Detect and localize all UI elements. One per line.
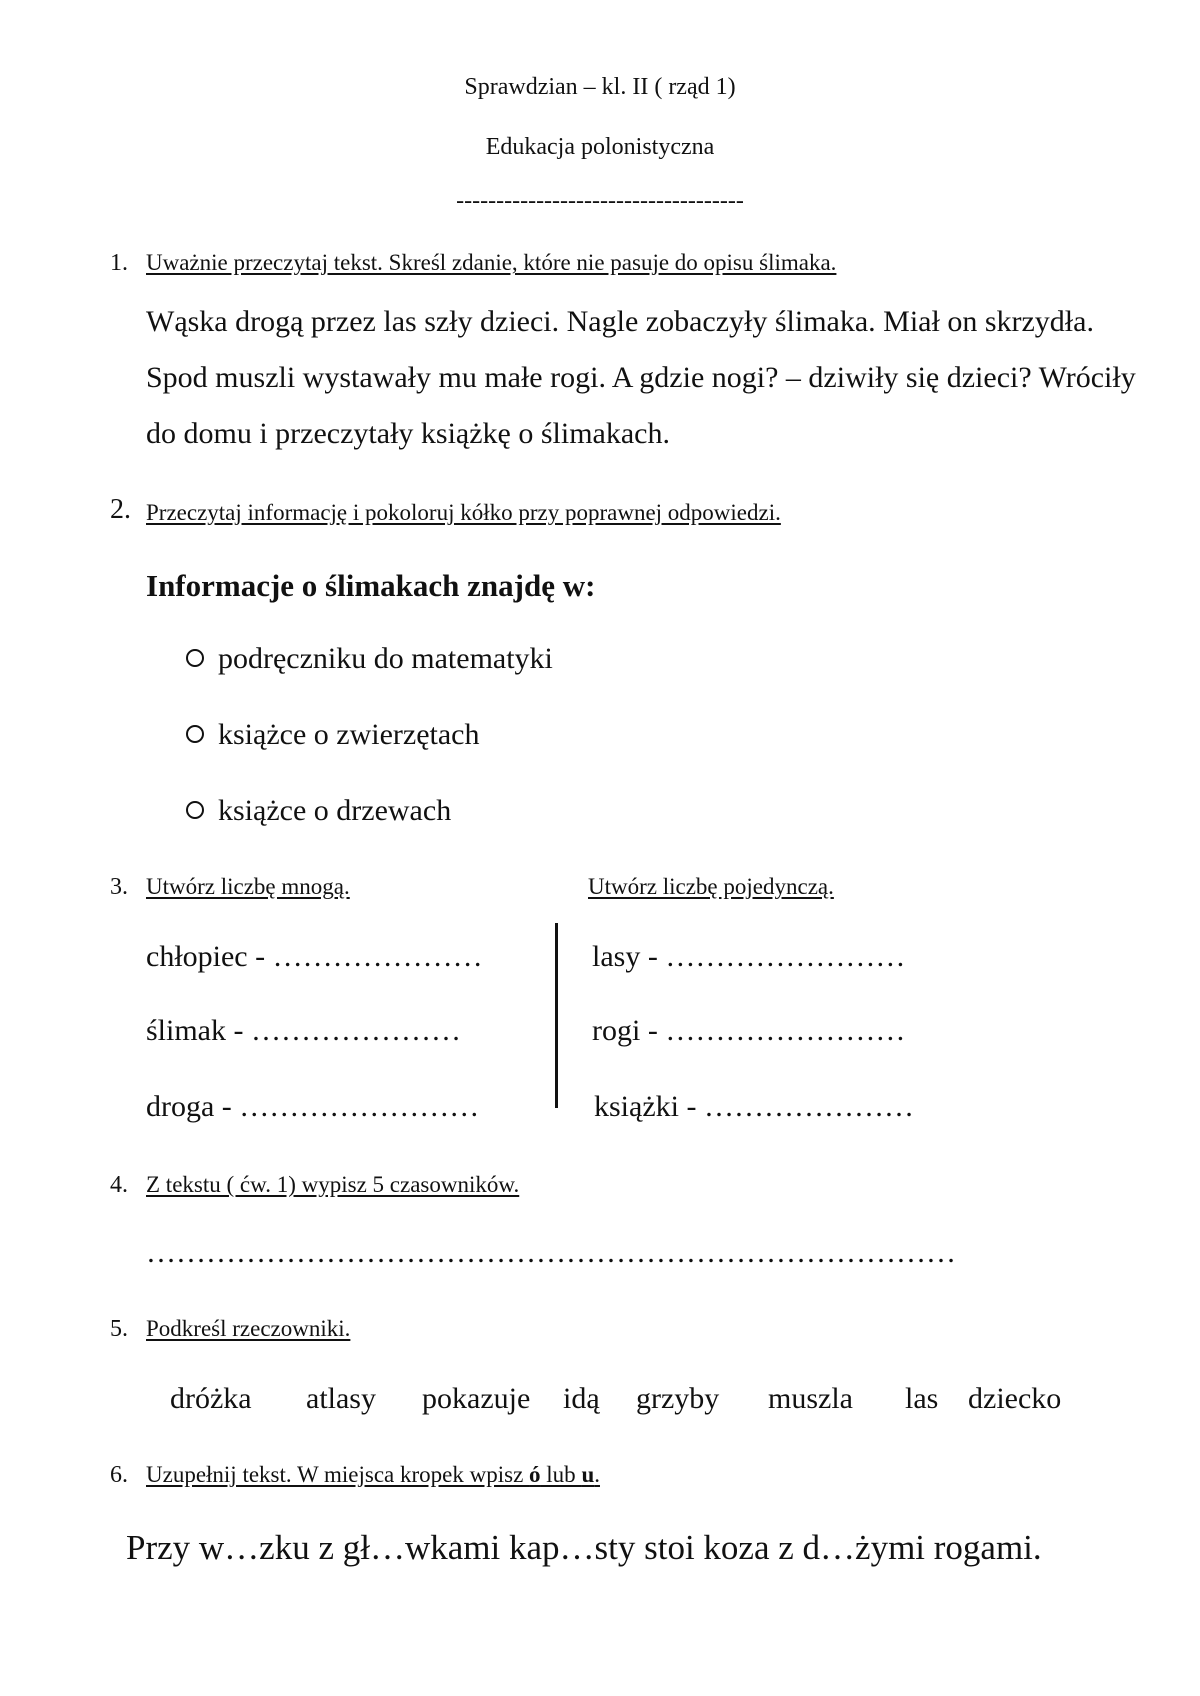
option-label: książce o drzewach [218, 794, 452, 827]
task2-lead: Informacje o ślimakach znajdę w: [146, 568, 596, 603]
task5-instruction: Podkreśl rzeczowniki. [146, 1316, 351, 1341]
singular-item[interactable]: książki - ………………… [594, 1090, 914, 1123]
page-subject: Edukacja polonistyczna [485, 134, 715, 160]
word-item[interactable]: grzyby [636, 1382, 720, 1415]
answer-circle[interactable] [186, 725, 204, 743]
task6-instruction-text: Uzupełnij tekst. W miejsca kropek wpisz [146, 1462, 530, 1487]
task6-instruction-end: . [594, 1462, 600, 1487]
answer-circle[interactable] [186, 649, 204, 667]
word-item[interactable]: dziecko [968, 1382, 1062, 1415]
task1-number: 1. [110, 250, 128, 276]
task1-text: Wąska drogą przez las szły dzieci. Nagle zobaczyły ślimaka. Miał on skrzydła. Spod muszli wystawały mu małe rogi. A gdzie nogi? – dziwiły się dzieci? Wróciły do domu i przeczytały książkę o ślimakach. [146, 305, 1136, 450]
plural-item[interactable]: droga - …………………… [146, 1090, 480, 1123]
option-label: podręczniku do matematyki [218, 642, 553, 675]
task4-answer-line[interactable]: ……………………………………………………………………… [146, 1236, 956, 1269]
plural-item[interactable]: ślimak - ………………… [146, 1014, 461, 1047]
option-row[interactable] [186, 642, 553, 676]
task1-instruction: Uważnie przeczytaj tekst. Skreśl zdanie, które nie pasuje do opisu ślimaka. [146, 250, 837, 275]
word-list [170, 1382, 252, 1416]
header-separator: ------------------------------------ [456, 188, 744, 214]
task6-fill-text[interactable]: Przy w…zku z gł…wkami kap…sty stoi koza z d…żymi rogami. [126, 1528, 1042, 1567]
option-label: książce o zwierzętach [218, 718, 480, 751]
column-divider [555, 923, 558, 1108]
task6-number: 6. [110, 1462, 128, 1488]
answer-circle[interactable] [186, 801, 204, 819]
option-row[interactable] [186, 718, 480, 752]
task3-right-instruction: Utwórz liczbę pojedynczą. [588, 874, 834, 899]
task6-instruction [146, 1462, 600, 1488]
singular-item[interactable]: rogi - …………………… [592, 1014, 906, 1047]
page-title: Sprawdzian – kl. II ( rząd 1) [464, 74, 736, 100]
word-item[interactable]: idą [563, 1382, 600, 1415]
task6-instruction-mid: lub [540, 1462, 582, 1487]
word-item[interactable]: muszla [768, 1382, 853, 1415]
singular-item[interactable]: lasy - …………………… [592, 940, 906, 973]
letter-o: ó [529, 1462, 541, 1487]
plural-item[interactable]: chłopiec - ………………… [146, 940, 483, 973]
option-row[interactable] [186, 794, 451, 828]
task4-instruction: Z tekstu ( ćw. 1) wypisz 5 czasowników. [146, 1172, 520, 1197]
word-item[interactable]: pokazuje [422, 1382, 531, 1415]
word-item[interactable]: atlasy [306, 1382, 376, 1415]
task5-number: 5. [110, 1316, 128, 1342]
task2-number: 2. [110, 494, 131, 525]
letter-u: u [581, 1462, 595, 1487]
task4-number: 4. [110, 1172, 128, 1198]
word-item[interactable]: dróżka [170, 1382, 252, 1415]
task3-number: 3. [110, 874, 128, 900]
word-item[interactable]: las [905, 1382, 939, 1415]
task3-left-instruction: Utwórz liczbę mnogą. [146, 874, 350, 899]
task2-instruction: Przeczytaj informację i pokoloruj kółko przy poprawnej odpowiedzi. [146, 500, 781, 525]
